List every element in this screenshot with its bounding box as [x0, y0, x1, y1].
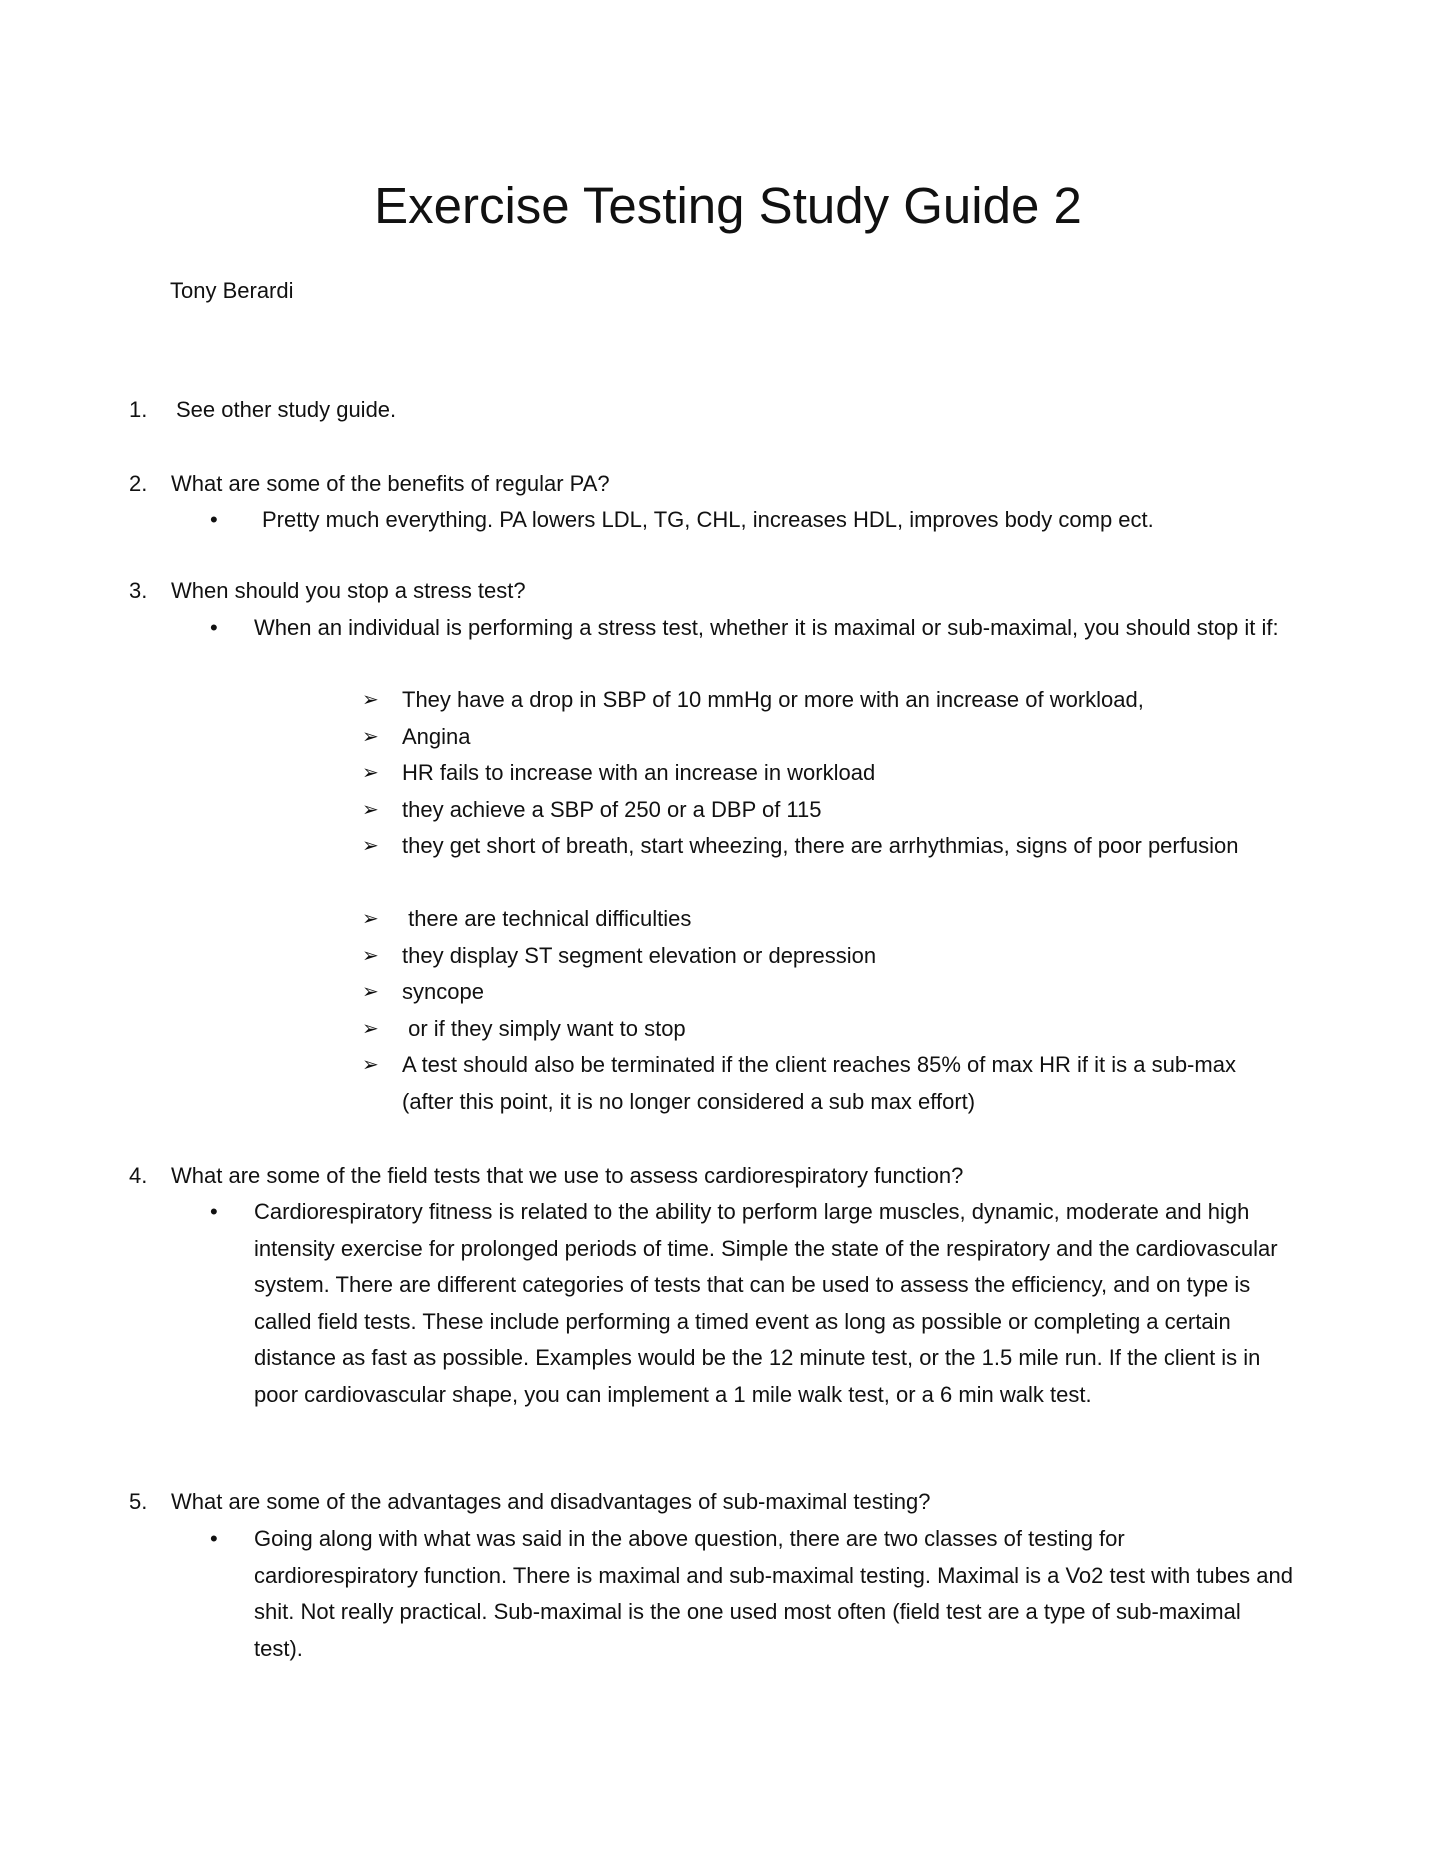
question-text: See other study guide.: [176, 397, 397, 422]
answer-text: Going along with what was said in the above question, there are two classes of testing for cardiorespiratory function. There is maximal and sub-maximal testing. Maximal is a Vo2 test with tubes and shit. Not really practical. Sub-maximal is the one used most often (field test are a type of sub-maximal test).: [254, 1526, 1293, 1661]
arrow-bullet-icon: ➢: [362, 798, 379, 821]
list-item: ➢ they achieve a SBP of 250 or a DBP of 115: [0, 792, 1456, 829]
arrow-bullet-icon: ➢: [362, 762, 379, 784]
arrow-bullet-icon: ➢: [362, 689, 379, 711]
author-name: Tony Berardi: [170, 278, 294, 303]
list-item: ➢ Angina: [0, 719, 1456, 756]
list-item: ➢ they display ST segment elevation or depression: [0, 938, 1456, 975]
list-item: ➢ they get short of breath, start wheezing, there are arrhythmias, signs of poor perfusion: [0, 828, 1456, 901]
question-text: When should you stop a stress test?: [171, 578, 526, 603]
bullet-icon: •: [210, 507, 218, 532]
arrow-bullet-icon: ➢: [362, 944, 379, 967]
question-number: 2.: [129, 471, 148, 496]
answer-text: When an individual is performing a stress test, whether it is maximal or sub-maximal, you should stop it if:: [254, 615, 1279, 640]
list-item: ➢ They have a drop in SBP of 10 mmHg or more with an increase of workload,: [0, 682, 1456, 719]
question-text: What are some of the advantages and disadvantages of sub-maximal testing?: [171, 1489, 931, 1514]
arrow-bullet-icon: ➢: [362, 725, 379, 748]
list-item: ➢ there are technical difficulties: [0, 901, 1456, 938]
answer-text: Pretty much everything. PA lowers LDL, TG, CHL, increases HDL, improves body comp ect.: [262, 507, 1154, 532]
arrow-bullet-icon: ➢: [362, 981, 379, 1003]
list-item: ➢ or if they simply want to stop: [0, 1011, 1456, 1048]
question-text: What are some of the field tests that we use to assess cardiorespiratory function?: [171, 1163, 964, 1188]
bullet-icon: •: [210, 1526, 218, 1551]
list-item: ➢ A test should also be terminated if the client reaches 85% of max HR if it is a sub-max (after this point, it is no longer considered a sub max effort): [0, 1047, 1456, 1120]
question-number: 3.: [129, 578, 148, 603]
list-item: ➢ syncope: [0, 974, 1456, 1011]
arrow-bullet-icon: ➢: [362, 835, 379, 857]
question-number: 4.: [129, 1163, 148, 1188]
arrow-bullet-icon: ➢: [362, 908, 379, 930]
bullet-icon: •: [210, 1199, 218, 1224]
arrow-bullet-icon: ➢: [362, 1054, 379, 1076]
answer-text: Cardiorespiratory fitness is related to the ability to perform large muscles, dynamic, moderate and high intensity exercise for prolonged periods of time. Simple the state of the respiratory and the cardiovascular system. There are different categories of tests that can be used to assess the efficiency, and on type is called field tests. These include performing a timed event as long as possible or completing a certain distance as fast as possible. Examples would be the 12 minute test, or the 1.5 mile run. If the client is in poor cardiovascular shape, you can implement a 1 mile walk test, or a 6 min walk test.: [254, 1199, 1278, 1407]
list-item: ➢ HR fails to increase with an increase in workload: [0, 755, 1456, 792]
question-text: What are some of the benefits of regular PA?: [171, 471, 610, 496]
bullet-icon: •: [210, 615, 218, 640]
arrow-bullet-icon: ➢: [362, 1017, 379, 1040]
question-number: 1.: [129, 397, 148, 422]
stop-criteria-list: [0, 682, 1456, 1120]
question-number: 5.: [129, 1489, 148, 1514]
document-title: Exercise Testing Study Guide 2: [374, 177, 1082, 234]
